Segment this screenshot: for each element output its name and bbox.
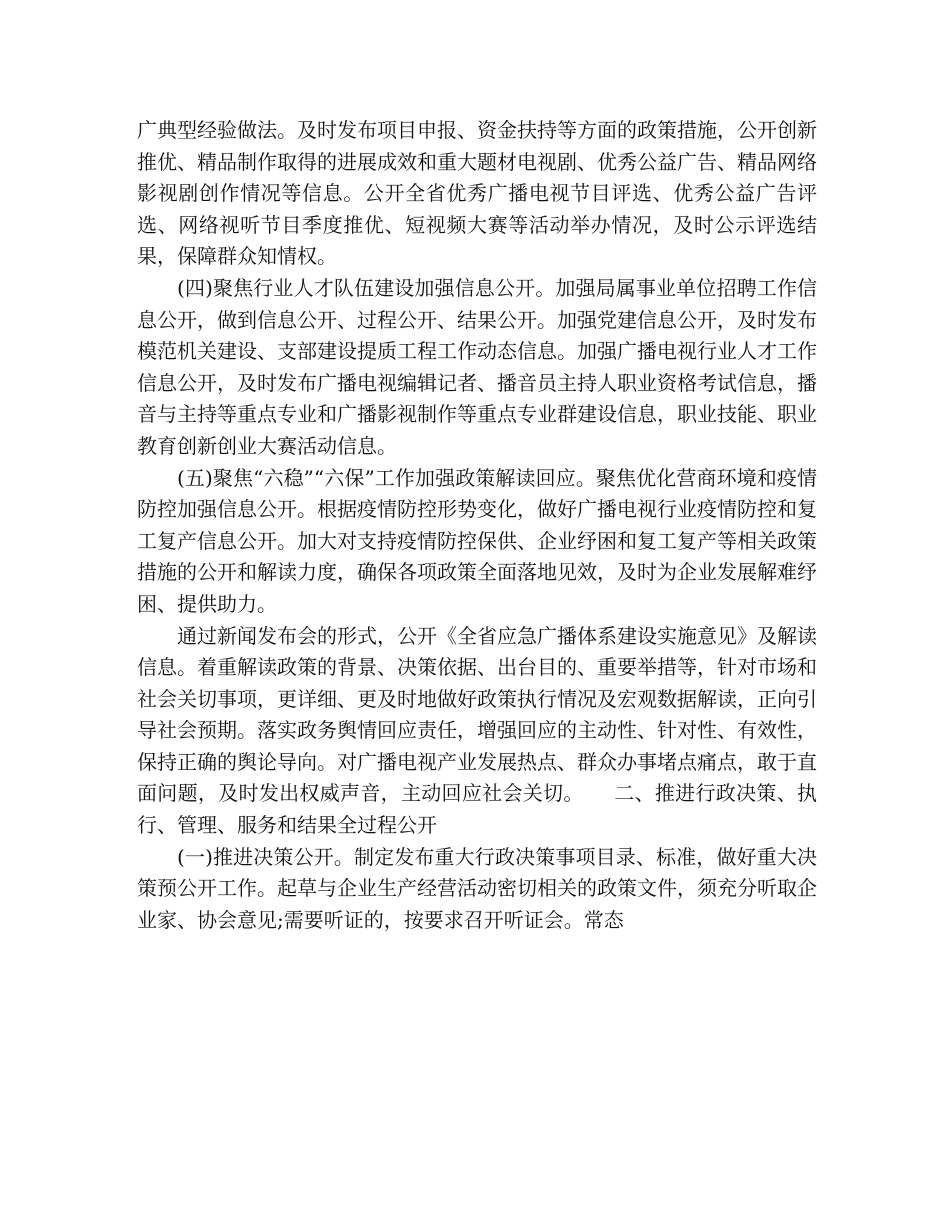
paragraph-4: 通过新闻发布会的形式，公开《全省应急广播体系建设实施意见》及解读信息。着重解读政策的背景、决策依据、出台目的、重要举措等，针对市场和社会关切事项，更详细、更及时地做好政策执行情况及宏观数据解读，正向引导社会预期。落实政务舆情回应责任，增强回应的主动性、针对性、有效性，保持正确的舆论导向。对广播电视产业发展热点、群众办事堵点痛点，敢于直面问题，及时发出权威声音，主动回应社会关切。 二、推进行政决策、执行、管理、服务和结果全过程公开: [137, 623, 817, 838]
paragraph-2: (四)聚焦行业人才队伍建设加强信息公开。加强局属事业单位招聘工作信息公开，做到信息公开、过程公开、结果公开。加强党建信息公开，及时发布模范机关建设、支部建设提质工程工作动态信息。加强广播电视行业人才工作信息公开，及时发布广播电视编辑记者、播音员主持人职业资格考试信息，播音与主持等重点专业和广播影视制作等重点专业群建设信息，职业技能、职业教育创新创业大赛活动信息。: [137, 275, 817, 458]
paragraph-5: (一)推进决策公开。制定发布重大行政决策事项目录、标准，做好重大决策预公开工作。起草与企业生产经营活动密切相关的政策文件，须充分听取企业家、协会意见;需要听证的，按要求召开听证会。常态: [137, 844, 817, 932]
document-body: [137, 115, 817, 936]
paragraph-3: (五)聚焦“六稳”“六保”工作加强政策解读回应。聚焦优化营商环境和疫情防控加强信息公开。根据疫情防控形势变化，做好广播电视行业疫情防控和复工复产信息公开。加大对支持疫情防控保供、企业纾困和复工复产等相关政策措施的公开和解读力度，确保各项政策全面落地见效，及时为企业发展解难纾困、提供助力。: [137, 465, 817, 616]
paragraph-1: 广典型经验做法。及时发布项目申报、资金扶持等方面的政策措施，公开创新推优、精品制作取得的进展成效和重大题材电视剧、优秀公益广告、精品网络影视剧创作情况等信息。公开全省优秀广播电视节目评选、优秀公益广告评选、网络视听节目季度推优、短视频大赛等活动举办情况，及时公示评选结果，保障群众知情权。: [137, 118, 817, 269]
